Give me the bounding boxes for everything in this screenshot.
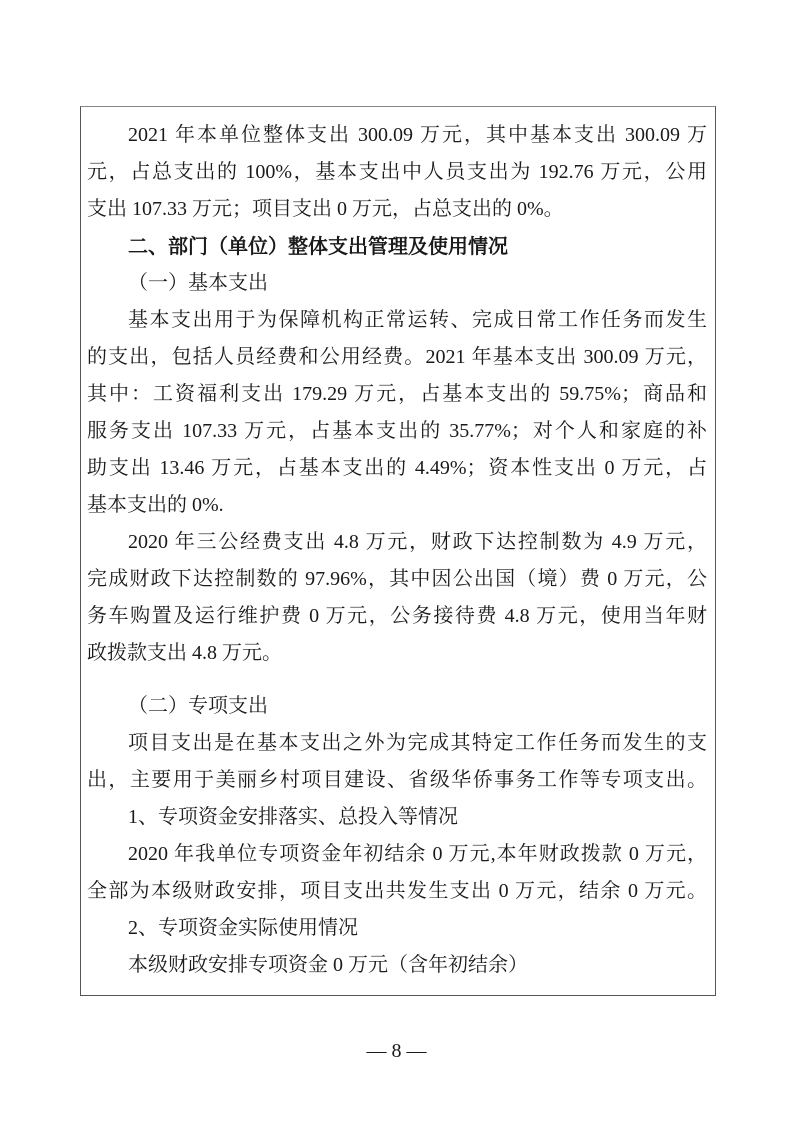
text-line: 基本支出的 0%.: [87, 494, 224, 516]
text-line: 服务支出 107.33 万元，占基本支出的 35.77%；对个人和家庭的补: [87, 420, 707, 442]
text-line: 完成财政下达控制数的 97.96%，其中因公出国（境）费 0 万元，公: [87, 568, 707, 590]
text-line: 项目支出是在基本支出之外为完成其特定工作任务而发生的支: [128, 732, 707, 754]
paragraph-subheading-special: [87, 688, 707, 725]
document-body: [87, 117, 707, 984]
paragraph-basic-expenditure: [87, 302, 707, 524]
paragraph-item-1-body: [87, 836, 707, 910]
text-line: 1、专项资金安排落实、总投入等情况: [128, 806, 458, 828]
paragraph-project-expenditure: [87, 725, 707, 799]
text-line: 基本支出用于为保障机构正常运转、完成日常工作任务而发生: [128, 309, 707, 331]
paragraph-section-heading-2: [87, 228, 707, 265]
text-line: 2021 年本单位整体支出 300.09 万元，其中基本支出 300.09 万: [128, 124, 707, 146]
paragraph-item-2-heading: [87, 910, 707, 947]
paragraph-item-1-heading: [87, 799, 707, 836]
text-line: 的支出，包括人员经费和公用经费。2021 年基本支出 300.09 万元，: [87, 346, 707, 368]
paragraph-subheading-basic: [87, 265, 707, 302]
paragraph-overall-expenditure: [87, 117, 707, 228]
text-line: 2、专项资金实际使用情况: [128, 917, 358, 939]
text-line: 全部为本级财政安排，项目支出共发生支出 0 万元，结余 0 万元。: [87, 880, 707, 902]
text-line: 2020 年三公经费支出 4.8 万元，财政下达控制数为 4.9 万元，: [128, 531, 707, 553]
text-line: 政拨款支出 4.8 万元。: [87, 642, 282, 664]
section-heading: 二、部门（单位）整体支出管理及使用情况: [128, 234, 508, 258]
text-line: 本级财政安排专项资金 0 万元（含年初结余）: [128, 954, 528, 976]
text-line: 元，占总支出的 100%，基本支出中人员支出为 192.76 万元，公用: [87, 161, 707, 183]
text-line: 务车购置及运行维护费 0 万元，公务接待费 4.8 万元，使用当年财: [87, 605, 707, 627]
page-number: — 8 —: [366, 1040, 427, 1062]
text-line: （二）专项支出: [128, 695, 268, 717]
text-line: 助支出 13.46 万元，占基本支出的 4.49%；资本性支出 0 万元，占: [87, 457, 707, 479]
paragraph-gap: [87, 672, 707, 688]
text-line: 2020 年我单位专项资金年初结余 0 万元,本年财政拨款 0 万元，: [128, 843, 707, 865]
text-line: 其中：工资福利支出 179.29 万元，占基本支出的 59.75%；商品和: [87, 383, 707, 405]
text-line: （一）基本支出: [128, 272, 268, 294]
text-line: 出，主要用于美丽乡村项目建设、省级华侨事务工作等专项支出。: [87, 769, 707, 791]
paragraph-three-public-expenses: [87, 524, 707, 672]
text-line: 支出 107.33 万元；项目支出 0 万元，占总支出的 0%。: [87, 198, 564, 220]
paragraph-item-2-body: [87, 947, 707, 984]
